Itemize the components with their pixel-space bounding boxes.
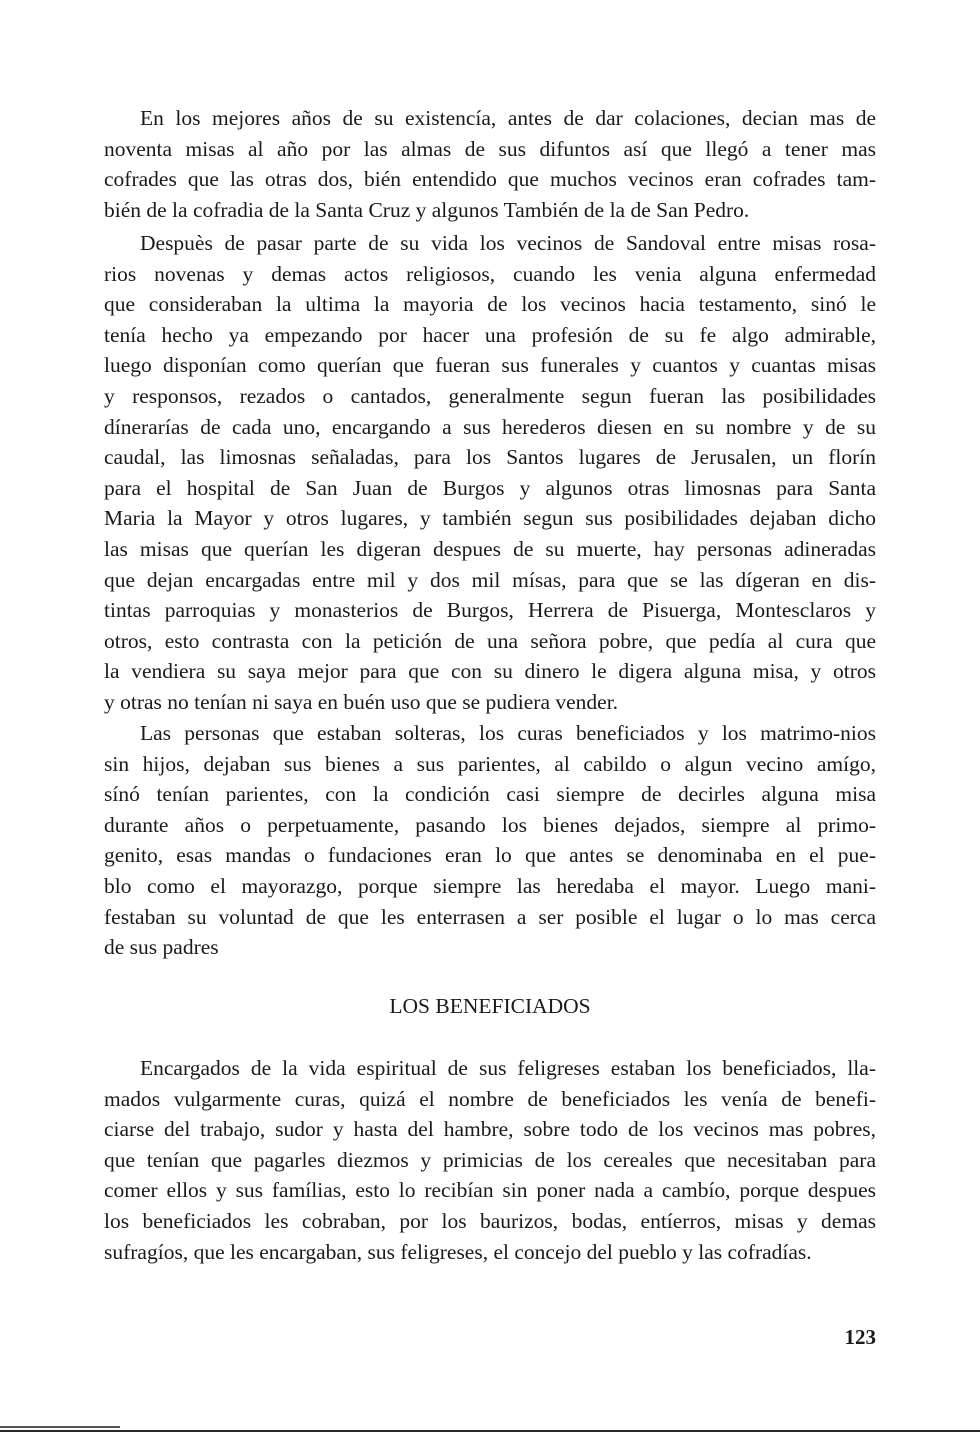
text-line: sufragíos, que les encargaban, sus feligreses, el concejo del pueblo y las cofradías.: [104, 1239, 812, 1264]
section-heading: LOS BENEFICIADOS: [389, 994, 591, 1018]
text-line: y responsos, rezados o cantados, generalmente segun fueran las posibilidades: [104, 383, 876, 408]
text-line: que tenían que pagarles diezmos y primicias de los cereales que necesitaban para: [104, 1147, 876, 1172]
text-line: de sus padres: [104, 935, 219, 960]
text-line: Las personas que estaban solteras, los curas beneficiados y los matrimo-nios: [140, 721, 876, 745]
paragraph-beneficiados: [104, 1053, 876, 1267]
text-line: que dejan encargadas entre mil y dos mil mísas, para que se las dígeran en dis-: [104, 567, 876, 592]
text-line: para el hospital de San Juan de Burgos y algunos otras limosnas para Santa: [104, 475, 876, 500]
text-line: la vendiera su saya mejor para que con su dinero le digera alguna misa, y otros: [104, 659, 876, 684]
text-line: que consideraban la ultima la mayoria de los vecinos hacia testamento, sinó le: [104, 292, 876, 317]
text-line: sin hijos, dejaban sus bienes a sus parientes, al cabildo o algun vecino amígo,: [104, 751, 876, 776]
text-line: rios novenas y demas actos religiosos, cuando les venia alguna enfermedad: [104, 261, 876, 286]
text-line: bién de la cofradia de la Santa Cruz y algunos También de la de San Pedro.: [104, 197, 750, 222]
text-line: Encargados de la vida espiritual de sus feligreses estaban los beneficiados, lla-: [140, 1056, 876, 1080]
text-line: ciarse del trabajo, sudor y hasta del hambre, sobre todo de los vecinos mas pobres,: [104, 1117, 876, 1142]
text-line: luego disponían como querían que fueran sus funerales y cuantos y cuantas misas: [104, 353, 876, 378]
page-number: 123: [844, 1325, 876, 1349]
text-line: Maria la Mayor y otros lugares, y también segun sus posibilidades dejaban dicho: [104, 506, 876, 531]
text-line: otros, esto contrasta con la petición de una señora pobre, que pedía al cura que: [104, 628, 876, 653]
paragraph-cofradia: [104, 103, 876, 225]
text-line: cofrades que las otras dos, bién entendido que muchos vecinos eran cofrades tam-: [104, 167, 876, 192]
text-line: tenía hecho ya empezando por hacer una profesión de su fe algo admirable,: [104, 322, 876, 347]
paragraph-testamentos: [104, 228, 876, 718]
text-line: mados vulgarmente curas, quizá el nombre de beneficiados les venía de benefi-: [104, 1086, 876, 1111]
paragraph-solteros: [104, 718, 876, 963]
text-line: Despuès de pasar parte de su vida los vecinos de Sandoval entre misas rosa-: [140, 231, 876, 255]
text-line: noventa misas al año por las almas de sus difuntos así que llegó a tener mas: [104, 136, 876, 161]
text-line: dínerarías de cada uno, encargando a sus herederos diesen en su nombre y de su: [104, 414, 876, 439]
text-line: las misas que querían les digeran despues de su muerte, hay personas adineradas: [104, 536, 876, 561]
text-line: genito, esas mandas o fundaciones eran lo que antes se denominaba en el pue-: [104, 843, 876, 868]
text-line: durante años o perpetuamente, pasando los bienes dejados, siempre al primo-: [104, 812, 876, 837]
text-line: sínó tenían parientes, con la condición casi siempre de decirles alguna misa: [104, 782, 876, 807]
text-line: los beneficiados les cobraban, por los baurizos, bodas, entíerros, misas y demas: [104, 1208, 876, 1233]
text-line: En los mejores años de su existencía, antes de dar colaciones, decian mas de: [140, 106, 876, 130]
text-line: comer ellos y sus famílias, esto lo recibían sin poner nada a cambío, porque despues: [104, 1178, 876, 1203]
text-line: y otras no tenían ni saya en buén uso que se pudiera vender.: [104, 689, 619, 714]
text-line: festaban su voluntad de que les enterrasen a ser posible el lugar o lo mas cerca: [104, 904, 876, 929]
text-line: tintas parroquias y monasterios de Burgos, Herrera de Pisuerga, Montesclaros y: [104, 598, 876, 623]
text-line: caudal, las limosnas señaladas, para los Santos lugares de Jerusalen, un florín: [104, 445, 876, 470]
text-line: blo como el mayorazgo, porque siempre las heredaba el mayor. Luego mani-: [104, 873, 876, 898]
scan-edge-line: [0, 1430, 980, 1432]
